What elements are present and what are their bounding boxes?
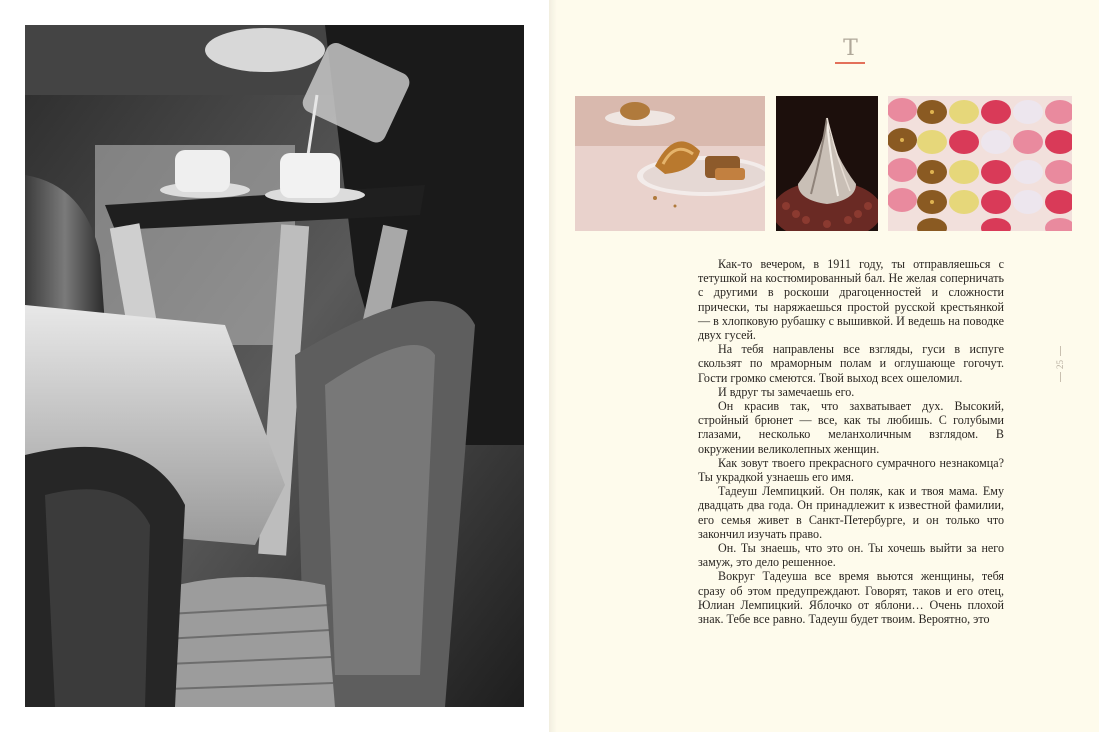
macarons-art bbox=[888, 96, 1072, 231]
paragraph: И вдруг ты замечаешь его. bbox=[718, 384, 855, 399]
folio-tick-bottom bbox=[1060, 372, 1061, 382]
accent-rule bbox=[835, 62, 865, 64]
tea-pouring-photo-art bbox=[25, 25, 524, 707]
paragraph: Тадеуш Лемпицкий. Он поляк, как и твоя мама. Ему двадцать два года. Он принадлежит к известной фамилии, его семья живет в Санкт-Петербурге, и он только что закончил изучать право. bbox=[698, 484, 1004, 541]
paragraph: Как зовут твоего прекрасного сумрачного незнакомца? Ты украдкой узнаешь его имя. bbox=[698, 455, 1004, 485]
chapter-initial: Т bbox=[843, 36, 859, 61]
macarons-photo bbox=[888, 96, 1072, 231]
paragraph: Вокруг Тадеуша все время вьются женщины, тебя сразу об этом предупреждают. Говорят, таков и его отец, Юлиан Лемпицкий. Яблочко от яблони… Очень плохой знак. Тебе все равно. Тадеуш будет твоим. Вероятно, это bbox=[698, 569, 1004, 627]
folio-tick-top bbox=[1060, 346, 1061, 356]
paragraph: Он. Ты знаешь, что это он. Ты хочешь выйти за него замуж, это дело решенное. bbox=[698, 541, 1004, 570]
silver-dessert-art bbox=[776, 96, 878, 231]
left-page bbox=[0, 0, 549, 732]
paragraph: Как-то вечером, в 1911 году, ты отправляешься с тетушкой на костюмированный бал. Не желая соперничать с другими в роскоши драгоценностей и сложности прически, ты наряжаешься простой русской крестьянкой — в хлопковую рубашку с вышивкой. И ведешь на поводке двух гусей. bbox=[698, 257, 1004, 343]
pastry-plate-art bbox=[575, 96, 765, 231]
right-page bbox=[549, 0, 1099, 732]
paragraph: На тебя направлены все взгляды, гуси в испуге скользят по мраморным полам и оглушающе гогочут. Гости громко смеются. Твой выход всех ошеломил. bbox=[698, 342, 1004, 385]
gutter-shadow bbox=[549, 0, 557, 732]
silver-dessert-photo bbox=[776, 96, 878, 231]
body-text bbox=[698, 257, 1004, 626]
pastry-plate-photo bbox=[575, 96, 765, 231]
page-number: 25 bbox=[1055, 360, 1065, 369]
paragraph: Он красив так, что захватывает дух. Высокий, стройный брюнет — все, как ты любишь. С голубыми глазами, несколько меланхоличным взглядом. В окружении великолепных женщин. bbox=[698, 399, 1004, 456]
tea-pouring-photo bbox=[25, 25, 524, 707]
